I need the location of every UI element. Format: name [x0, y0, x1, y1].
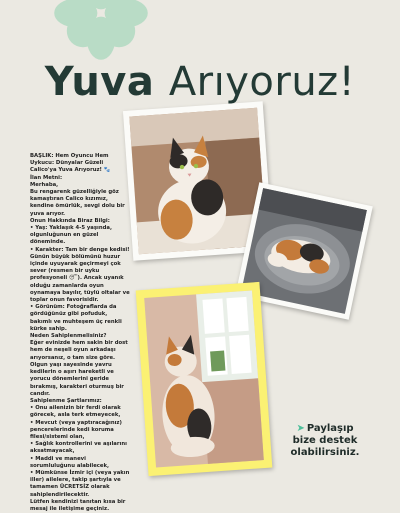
share-message — [270, 423, 380, 459]
share-arrow-icon: ➤ — [296, 423, 305, 434]
title-bold: Yuva — [44, 59, 155, 105]
cat-photo-window — [136, 282, 273, 476]
poster-title — [0, 58, 400, 106]
share-line-1: Paylaşıp — [306, 423, 354, 434]
share-line-3: olabilirsiniz. — [290, 447, 360, 458]
flower-icon — [56, 0, 146, 58]
share-line-2: bize destek — [292, 435, 358, 446]
title-regular: Arıyoruz! — [168, 59, 356, 105]
adoption-description: BAŞLIK: Hem Oyuncu Hem Uykucu: Dünyalar Güzeli Calico'ya Yuva Arıyoruz! 🐾 İlan Metni: Merhaba, Bu rengarenk güzelliğiyle göz kamaştıran Calico kızımız, kendine ömürlük, sevgi dolu bir yuva arıyor. Onun Hakkında Biraz Bilgi: • Yaş: Yaklaşık 4-5 yaşında, olgunluğunun en güzel döneminde. • Karakter: Tam bir denge kedisi! Günün büyük bölümünü huzur içinde uyuyarak geçirmeyi çok sever (resmen bir uyku profesyoneli 😴). Ancak uyanık olduğu zamanlarda oyun oynamaya bayılır, tüylü oltalar ve toplar onun favorisidir. • Görünüm: Fotoğraflarda da gördüğünüz gibi pofuduk, bakımlı ve muhteşem üç renkli kürke sahip. Neden Sahiplenmelisiniz? Eğer evinizde hem sakin bir dost hem de neşeli oyun arkadaşı arıyorsanız, o tam size göre. Olgun yaşı sayesinde yavru kedilerin o aşırı hareketli ve yorucu dönemlerini geride bırakmış, karakteri oturmuş bir candır. Sahiplenme Şartlarımız: • Onu ailenizin bir ferdi olarak görecek, asla terk etmeyecek, • Mevcut (veya yaptıracağınız) pencerelerinde kedi koruma filesi/sistemi olan, • Sağlık kontrollerini ve aşılarını aksatmayacak, • Maddi ve manevi sorumluluğunu alabilecek, • Mümkünse İzmir içi (veya yakın iller) ailelere, takip şartıyla ve tamamen ÜCRETSİZ olarak sahiplendirilecektir. Lütfen kendinizi tanıtan kısa bir mesaj ile iletişime geçiniz. — [30, 153, 130, 512]
